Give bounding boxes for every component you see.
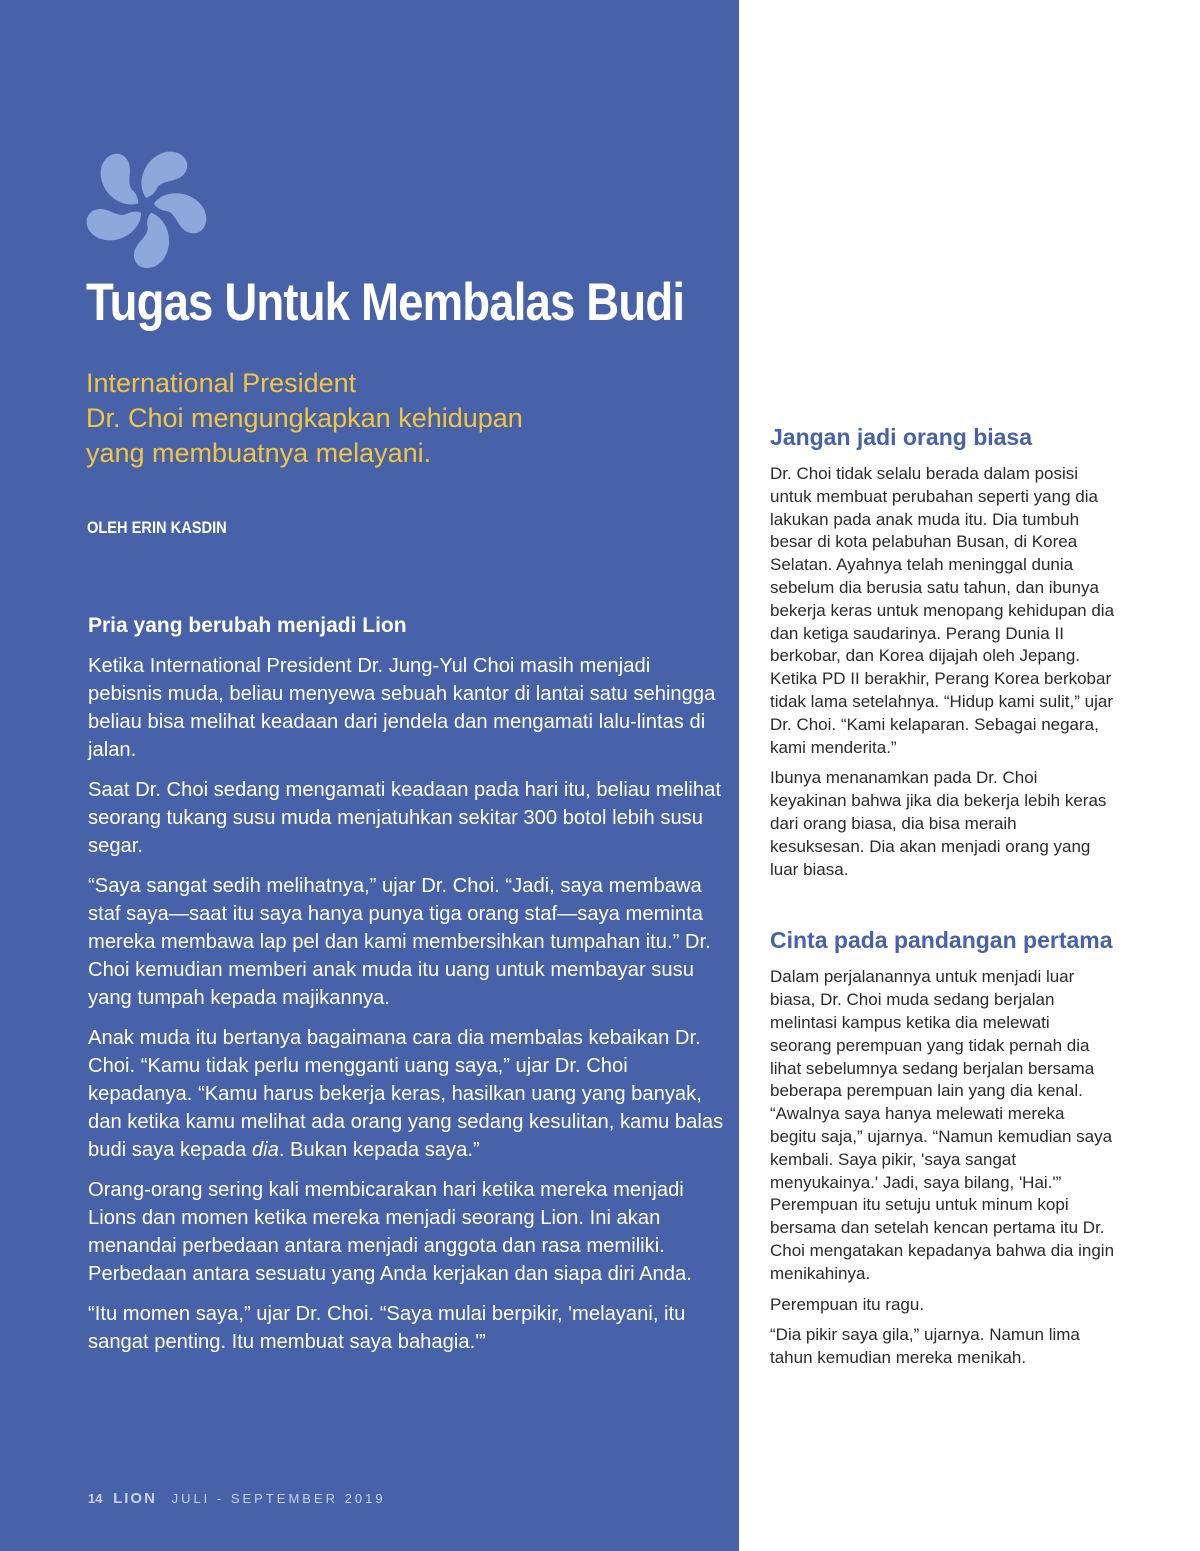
paragraph: “Itu momen saya,” ujar Dr. Choi. “Saya mulai berpikir, 'melayani, itu sangat penting. Itu membuat saya bahagia.'” (88, 1303, 686, 1353)
spacer (770, 889, 1115, 925)
paragraph: “Saya sangat sedih melihatnya,” ujar Dr. Choi. “Jadi, saya membawa staf saya—saat itu saya hanya punya tiga orang staf—saya meminta mereka membawa lap pel dan kami membersihkan tumpahan itu.” Dr. Choi kemudian memberi anak muda itu uang untuk membayar susu yang tumpah kepada majikannya. (88, 875, 711, 1009)
paragraph (88, 1024, 728, 1164)
article-subtitle (86, 366, 646, 471)
paragraph-text: Anak muda itu bertanya bagaimana cara dia membalas kebaikan Dr. Choi. “Kamu tidak perlu mengganti uang saya,” ujar Dr. Choi kepadanya. “Kamu harus bekerja keras, hasilkan uang yang banyak, dan ketika kamu melihat ada orang yang sedang kesulitan, kamu balas budi saya kepada (88, 1027, 724, 1161)
sidebar-paragraph: Ibunya menanamkan pada Dr. Choi keyakinan bahwa jika dia bekerja lebih keras dari orang biasa, dia bisa meraih kesuksesan. Dia akan menjadi orang yang luar biasa. (770, 768, 1107, 879)
main-article-body (88, 612, 728, 1368)
section-heading: Pria yang berubah menjadi Lion (88, 614, 407, 637)
article-title: Tugas Untuk Membalas Budi (86, 273, 685, 332)
sidebar-paragraph: “Dia pikir saya gila,” ujarnya. Namun lima tahun kemudian mereka menikah. (770, 1325, 1080, 1368)
page-footer (88, 1490, 386, 1507)
subtitle-line: Dr. Choi mengungkapkan kehidupan (86, 403, 523, 433)
subtitle-line: International President (86, 368, 357, 398)
paragraph: Saat Dr. Choi sedang mengamati keadaan pada hari itu, beliau melihat seorang tukang susu muda menjatuhkan sekitar 300 botol lebih susu segar. (88, 779, 721, 857)
byline: OLEH ERIN KASDIN (87, 518, 227, 537)
paragraph: Ketika International President Dr. Jung-Yul Choi masih menjadi pebisnis muda, beliau menyewa sebuah kantor di lantai satu sehingga beliau bisa melihat keadaan dari jendela dan mengamati lalu-lintas di jalan. (88, 655, 716, 761)
sidebar-heading: Jangan jadi orang biasa (770, 424, 1033, 450)
emphasis-text: dia (251, 1139, 279, 1161)
sidebar-heading: Cinta pada pandangan pertama (770, 927, 1113, 954)
subtitle-line: yang membuatnya melayani. (86, 438, 432, 468)
magazine-brand: LION (113, 1490, 157, 1507)
sidebar-column (770, 422, 1115, 1378)
sidebar-paragraph: Dalam perjalanannya untuk menjadi luar biasa, Dr. Choi muda sedang berjalan melintasi kampus ketika dia melewati seorang perempuan yang tidak pernah dia lihat sebelumnya sedang berjalan bersama beberapa perempuan lain yang dia kenal. “Awalnya saya hanya melewati mereka begitu saja,” ujarnya. “Namun kemudian saya kembali. Saya pikir, 'saya sangat menyukainya.' Jadi, saya bilang, 'Hai.'” Perempuan itu setuju untuk minum kopi bersama dan setelah kencan pertama itu Dr. Choi mengatakan kepadanya bahwa dia ingin menikahinya. (770, 967, 1115, 1283)
issue-date: JULI - SEPTEMBER 2019 (171, 1491, 386, 1506)
pinwheel-logo-icon (84, 144, 208, 268)
sidebar-paragraph: Dr. Choi tidak selalu berada dalam posisi untuk membuat perubahan seperti yang dia lakukan pada anak muda itu. Dia tumbuh besar di kota pelabuhan Busan, di Korea Selatan. Ayahnya telah meninggal dunia sebelum dia berusia satu tahun, dan ibunya bekerja keras untuk menopang kehidupan dia dan ketiga saudarinya. Perang Dunia II berkobar, dan Korea dijajah oleh Jepang. Ketika PD II berakhir, Perang Korea berkobar tidak lama setelahnya. “Hidup kami sulit,” ujar Dr. Choi. “Kami kelaparan. Sebagai negara, kami menderita.” (770, 464, 1115, 757)
page-number: 14 (88, 1491, 103, 1506)
paragraph: Orang-orang sering kali membicarakan hari ketika mereka menjadi Lions dan momen ketika mereka menjadi seorang Lion. Ini akan menandai perbedaan antara menjadi anggota dan rasa memiliki. Perbedaan antara sesuatu yang Anda kerjakan dan siapa diri Anda. (88, 1179, 692, 1285)
paragraph-text: . Bukan kepada saya.” (278, 1139, 480, 1161)
sidebar-paragraph: Perempuan itu ragu. (770, 1294, 925, 1314)
